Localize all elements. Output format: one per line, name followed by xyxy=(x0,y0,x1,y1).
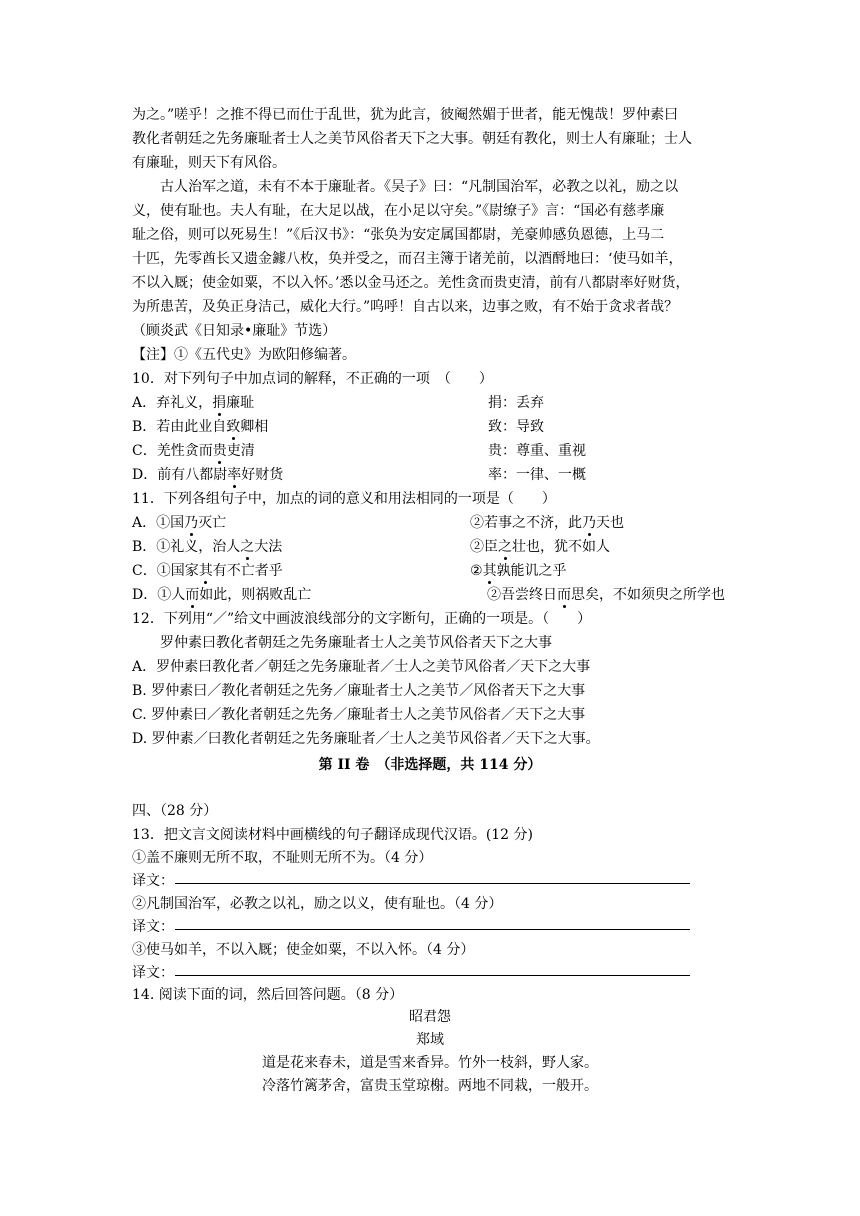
dotted-word: 率 xyxy=(227,467,242,483)
dotted-word: 乃 xyxy=(582,515,596,531)
q10-gloss: 率：一律、一概 xyxy=(488,467,586,483)
q10-gloss: 贵：尊重、重视 xyxy=(488,443,586,459)
q10-option-c: C．羌性贪而贵吏清 贵：尊重、重视 xyxy=(132,443,586,459)
q11-stem: 11．下列各组句子中，加点的词的意义和用法相同的一项是（ ） xyxy=(132,491,556,507)
passage-line: 为所患苦，及奂正身洁己，威化大行。”呜呼！自古以来，边事之败，有不始于贪求者哉？ xyxy=(132,299,679,315)
dotted-word: 而 xyxy=(185,587,200,603)
q12-option-a: A．罗仲素曰教化者／朝廷之先务廉耻者／士人之美节风俗者／天下之大事 xyxy=(132,659,591,675)
q10-option-a: A．弃礼义，捐廉耻 捐：丢弃 xyxy=(132,395,544,411)
dotted-word: 之 xyxy=(498,539,512,555)
q13-stem: 13．把文言文阅读材料中画横线的句子翻译成现代汉语。(12 分) xyxy=(132,827,534,843)
passage-line: 不以入厩；使金如粟，不以入怀。’悉以金马还之。羌性贪而贵吏清，前有八都尉率好财货， xyxy=(132,275,690,291)
passage-line: 为之。”嗟乎！之推不得已而仕于乱世，犹为此言，彼阉然媚于世者，能无愧哉！罗仲素曰 xyxy=(132,107,679,123)
q11-clause-2: ②吾尝终日而思矣，不如须臾之所学也 xyxy=(487,587,725,603)
answer-label: 译文： xyxy=(132,873,174,889)
dotted-word: 乃 xyxy=(184,515,199,531)
q11-option-c: C．①国家其有不亡者乎 ②其孰能讥之乎 xyxy=(132,563,567,579)
q12-stem: 12．下列用“／”给文中画波浪线部分的文字断句，正确的一项是。（ ） xyxy=(132,611,592,627)
q11-clause-2: ②其孰能讥之乎 xyxy=(470,563,567,579)
q11-clause-2: ②臣之壮也，犹不如人 xyxy=(470,539,610,555)
dotted-word: 之 xyxy=(240,539,255,555)
passage-line: 有廉耻，则天下有风俗。 xyxy=(132,155,286,171)
q12-option-c: C. 罗仲素曰／教化者朝廷之先务／廉耻者士人之美节风俗者／天下之大事 xyxy=(132,707,586,723)
passage-line: 教化者朝廷之先务廉耻者士人之美节风俗者天下之大事。朝廷有教化，则士人有廉耻；士人 xyxy=(132,131,692,147)
answer-line[interactable] xyxy=(175,867,690,884)
q11-option-d: D．①人而如此，则祸败乱亡 ②吾尝终日而思矣，不如须臾之所学也 xyxy=(132,587,725,603)
q13-item-1: ①盖不廉则无所不取，不耻则无所不为。（4 分） xyxy=(132,850,433,866)
answer-label: 译文： xyxy=(132,965,174,981)
dotted-word: 致 xyxy=(226,419,241,435)
q14-stem: 14. 阅读下面的词，然后回答问题。（8 分） xyxy=(132,987,404,1003)
q10-stem: 10．对下列句子中加点词的解释，不正确的一项 （ ） xyxy=(132,371,493,387)
dotted-word: 捐 xyxy=(212,395,227,411)
q13-item-3: ③使马如羊，不以入厩；使金如粟，不以入怀。（4 分） xyxy=(132,942,475,958)
passage-line: 十匹，先零酋长又遗金鐻八枚，奂并受之，而召主簿于诸羌前，以酒酹地曰：‘使马如羊， xyxy=(132,251,683,267)
dotted-word: 贵 xyxy=(212,443,227,459)
q12-sentence: 罗仲素曰教化者朝廷之先务廉耻者士人之美节风俗者天下之大事 xyxy=(160,635,552,651)
answer-line[interactable] xyxy=(175,959,690,976)
dotted-word: 其 xyxy=(482,563,497,579)
poem-line: 冷落竹篱茅舍，富贵玉堂琼榭。两地不同栽，一般开。 xyxy=(262,1078,598,1094)
q11-option-a: A．①国乃灭亡 ②若事之不济，此乃天也 xyxy=(132,515,624,531)
answer-label: 译文： xyxy=(132,919,174,935)
q13-item-2: ②凡制国治军，必教之以礼，励之以义，使有耻也。（4 分） xyxy=(132,896,503,912)
part-heading: 四、（28 分） xyxy=(132,803,218,819)
dotted-word: 其 xyxy=(198,563,213,579)
section-title: 第 II 卷 （非选择题，共 114 分） xyxy=(318,757,542,773)
passage-note: 【注】①《五代史》为欧阳修编著。 xyxy=(132,347,356,363)
passage-line: 古人治军之道，未有不本于廉耻者。《吴子》曰：“凡制国治军，必教之以礼，励之以 xyxy=(160,179,679,195)
q12-option-b: B. 罗仲素曰／教化者朝廷之先务／廉耻者士人之美节／风俗者天下之大事 xyxy=(132,683,586,699)
q10-option-b: B．若由此业自致卿相 致：导致 xyxy=(132,419,544,435)
q11-clause-2: ②若事之不济，此乃天也 xyxy=(470,515,624,531)
answer-line[interactable] xyxy=(175,913,690,930)
dotted-word: 而 xyxy=(557,587,571,603)
q11-option-b: B．①礼义，治人之大法 ②臣之壮也，犹不如人 xyxy=(132,539,610,555)
q12-option-d: D. 罗仲素／曰教化者朝廷之先务廉耻者／士人之美节风俗者／天下之大事。 xyxy=(132,731,600,747)
passage-source: （顾炎武《日知录•廉耻》节选） xyxy=(132,323,337,339)
passage-line: 耻之俗，则可以死易生！”《后汉书》：“张奂为安定属国都尉，羌豪帅感负恩德，上马二 xyxy=(132,227,665,243)
poem-line: 道是花来春未，道是雪来香异。竹外一枝斜，野人家。 xyxy=(262,1055,598,1071)
q10-gloss: 捐：丢弃 xyxy=(488,395,544,411)
poem-author: 郑域 xyxy=(416,1032,444,1048)
q10-gloss: 致：导致 xyxy=(488,419,544,435)
q10-option-d: D．前有八都尉率好财货 率：一律、一概 xyxy=(132,467,586,483)
passage-line: 义，使有耻也。夫人有耻，在大足以战，在小足以守矣。”《尉缭子》言：“国必有慈孝廉 xyxy=(132,203,665,219)
poem-title: 昭君怨 xyxy=(409,1009,451,1025)
